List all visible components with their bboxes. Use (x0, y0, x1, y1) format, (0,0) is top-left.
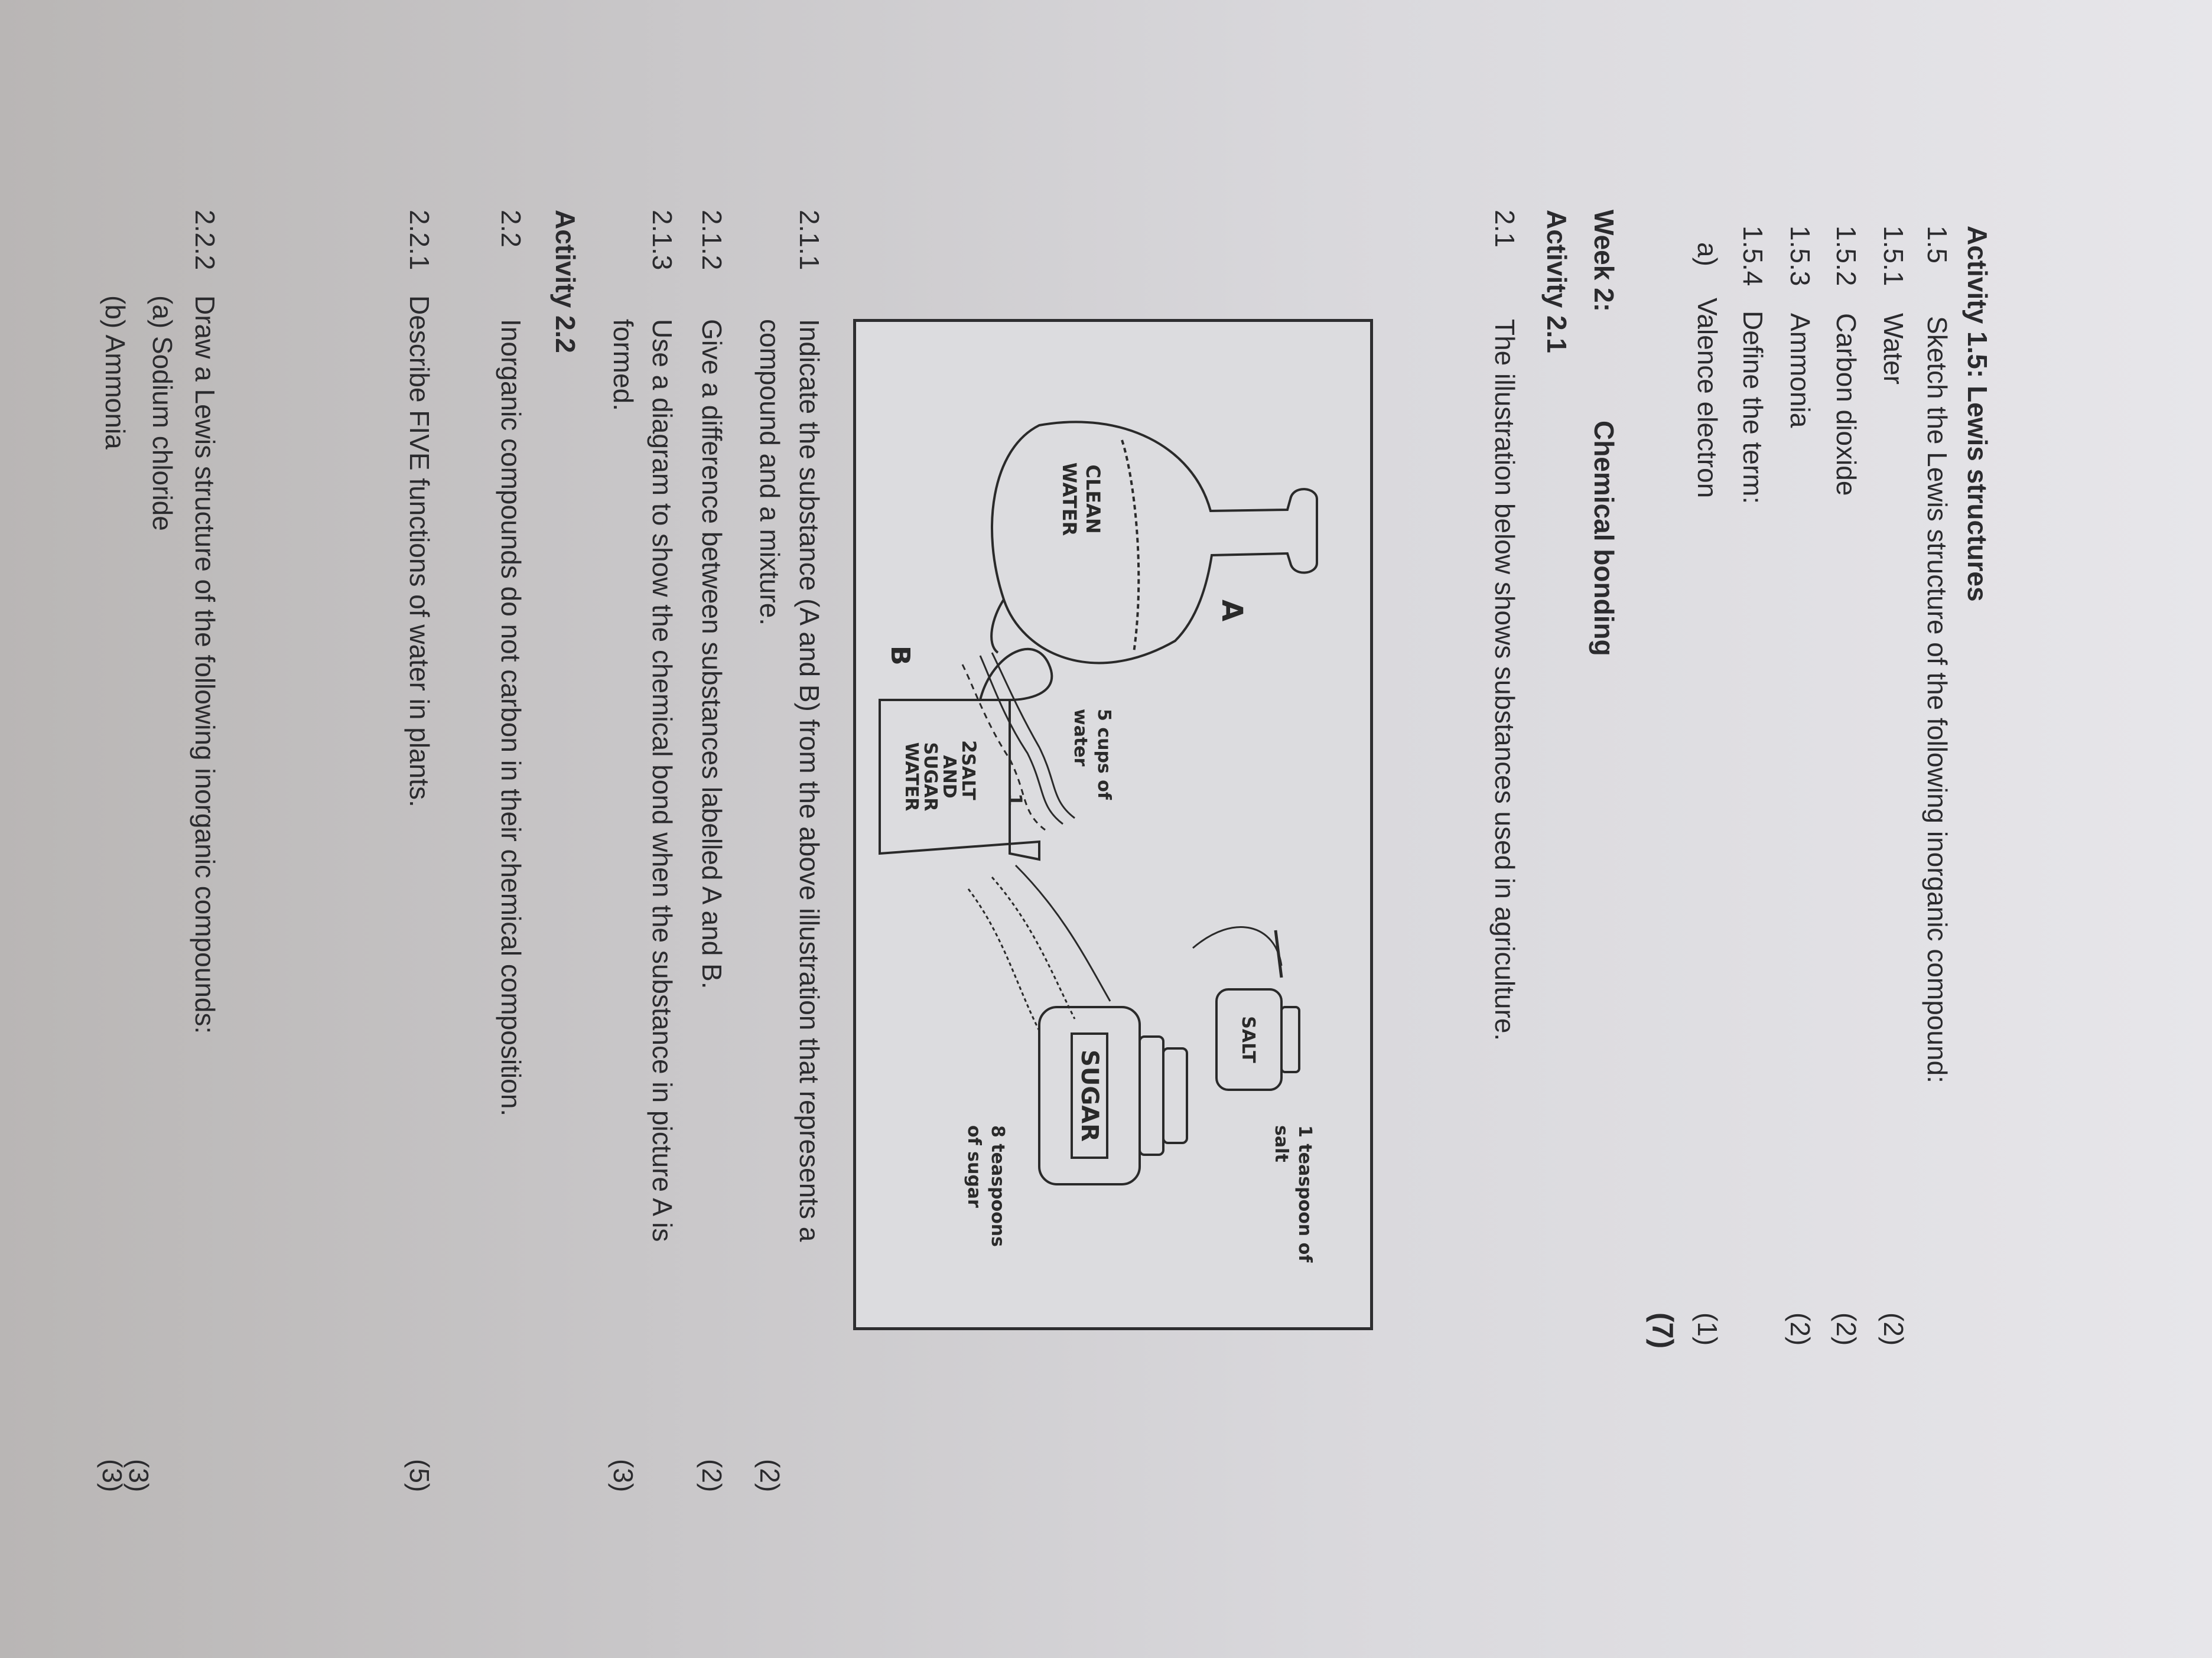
question-2-2-1-text: Describe FIVE functions of water in plants. (404, 295, 435, 807)
question-2-2-2a-marks: (3) (123, 1459, 154, 1493)
activity-1-5-total-marks: (7) (1646, 1312, 1679, 1349)
label-b: B (885, 646, 915, 666)
question-1-5-4a-marks: (1) (1692, 1312, 1723, 1346)
question-2-1-3-number: 2.1.3 (647, 210, 678, 271)
question-2-1-2-text: Give a difference between substances labelled A and B. (697, 319, 727, 989)
activity-2-2-heading: Activity 2.2 (550, 210, 581, 353)
question-2-2-2b-marks: (3) (97, 1459, 128, 1493)
jug-label-3: SUGAR (920, 742, 941, 812)
question-2-2-number: 2.2 (496, 210, 526, 247)
question-1-5-2-marks: (2) (1831, 1312, 1862, 1346)
question-2-1-text: The illustration below shows substances used in agriculture. (1489, 319, 1520, 1041)
question-1-5-4-number: 1.5.4 (1738, 226, 1768, 286)
question-1-5-text: Sketch the Lewis structure of the following inorganic compound: (1922, 316, 1953, 1083)
question-2-1-number: 2.1 (1489, 210, 1520, 247)
question-1-5-4-text: Define the term: (1738, 311, 1768, 504)
clean-water-label-2: WATER (1058, 462, 1081, 536)
question-1-5-4a-number: a) (1692, 242, 1723, 266)
cups-label-1: 5 cups of (1094, 709, 1114, 800)
question-1-5-4a-text: Valence electron (1692, 298, 1723, 499)
illustration-drawing (850, 322, 1370, 1333)
question-2-1-3-text-line-1: Use a diagram to show the chemical bond when the substance in picture A is (647, 319, 678, 1242)
question-1-5-1-number: 1.5.1 (1878, 226, 1909, 286)
question-2-1-1-number: 2.1.1 (794, 210, 825, 271)
question-2-2-1-marks: (5) (404, 1459, 435, 1493)
cups-label-2: water (1070, 709, 1091, 767)
question-1-5-2-text: Carbon dioxide (1831, 313, 1862, 496)
question-2-1-2-marks: (2) (697, 1459, 727, 1493)
illustration-figure (853, 319, 1373, 1330)
sugar-jar (1039, 1007, 1187, 1184)
salt-amount-label-1: 1 teaspoon of (1294, 1125, 1315, 1263)
question-1-5-3-number: 1.5.3 (1785, 226, 1816, 286)
flask-a (991, 422, 1317, 663)
jug-label-2: AND (939, 755, 959, 799)
question-2-2-1-number: 2.2.1 (404, 210, 435, 271)
salt-amount-label-2: salt (1271, 1125, 1292, 1162)
question-1-5-1-text: Water (1878, 313, 1909, 385)
num-2: 2 (958, 740, 980, 754)
sugar-amount-label-2: of sugar (964, 1125, 984, 1208)
question-2-1-3-marks: (3) (608, 1459, 639, 1493)
question-2-2-text: Inorganic compounds do not carbon in their chemical composition. (496, 319, 526, 1117)
question-2-2-2-number: 2.2.2 (190, 210, 220, 271)
activity-2-1-heading: Activity 2.1 (1541, 210, 1572, 353)
jug-label-4: WATER (901, 742, 922, 812)
jug-label-1: SALT (958, 753, 978, 800)
sugar-jar-label: SUGAR (1076, 1050, 1103, 1142)
question-1-5-1-marks: (2) (1878, 1312, 1909, 1346)
question-2-1-3-text-line-2: formed. (608, 319, 639, 411)
question-1-5-3-text: Ammonia (1785, 313, 1816, 428)
clean-water-label-1: CLEAN (1082, 464, 1104, 534)
sugar-amount-label-1: 8 teaspoons (987, 1125, 1008, 1247)
num-1: 1 (1004, 793, 1026, 807)
question-2-1-2-number: 2.1.2 (697, 210, 727, 271)
question-2-2-2a-text: (a) Sodium chloride (147, 295, 178, 531)
week-label: Week 2: (1589, 210, 1619, 312)
week-title: Chemical bonding (1589, 421, 1619, 656)
question-2-2-2-text: Draw a Lewis structure of the following inorganic compounds: (190, 295, 220, 1034)
salt-jar-label: SALT (1238, 1016, 1258, 1063)
question-1-5-2-number: 1.5.2 (1831, 226, 1862, 286)
powder-stream (968, 865, 1281, 1031)
question-2-2-2b-text: (b) Ammonia (100, 295, 131, 449)
activity-1-5-heading: Activity 1.5: Lewis structures (1962, 226, 1993, 602)
label-a: A (1215, 600, 1248, 622)
question-2-1-1-marks: (2) (754, 1459, 785, 1493)
question-1-5-number: 1.5 (1922, 226, 1953, 263)
question-2-1-1-text-line-1: Indicate the substance (A and B) from the above illustration that represents a (794, 319, 825, 1242)
question-2-1-1-text-line-2: compound and a mixture. (754, 319, 785, 626)
question-1-5-3-marks: (2) (1785, 1312, 1816, 1346)
